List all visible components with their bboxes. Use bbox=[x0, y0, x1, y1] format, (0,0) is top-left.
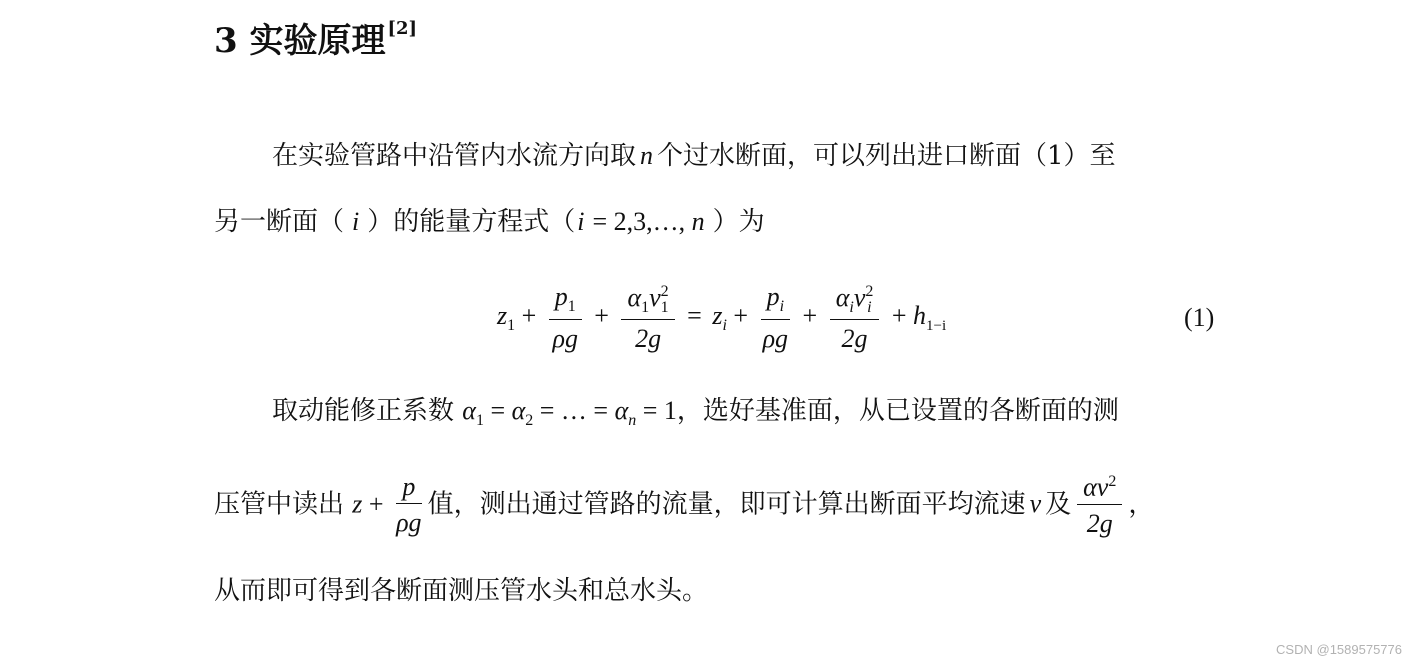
math-symbol-n: n bbox=[691, 207, 705, 236]
math-subscript: i bbox=[722, 317, 727, 335]
math-equals: = bbox=[687, 301, 702, 331]
fraction-kinetic-1 bbox=[621, 284, 674, 352]
math-operator: = 1 bbox=[636, 396, 677, 425]
math-denominator: 2g bbox=[1086, 508, 1113, 538]
math-denominator: 2g bbox=[635, 324, 662, 354]
math-superscript: 2 bbox=[660, 283, 669, 300]
math-var-v: v bbox=[1096, 472, 1109, 502]
math-superscript: 2 bbox=[1108, 473, 1117, 490]
math-symbol-n: n bbox=[640, 141, 654, 170]
math-denominator: 2g bbox=[841, 324, 868, 354]
paragraph-2-line-2 bbox=[214, 474, 1224, 537]
paragraph-text: ）的能量方程式（ bbox=[367, 207, 576, 237]
math-var-v: v bbox=[649, 282, 661, 312]
math-subscript: 1 bbox=[507, 317, 516, 335]
paragraph-text: ）为 bbox=[712, 207, 765, 237]
math-symbol-i: i bbox=[352, 207, 360, 236]
math-superscript: 2 bbox=[865, 283, 874, 300]
math-var-z: z bbox=[497, 301, 508, 331]
math-var-alpha: α bbox=[835, 282, 850, 312]
math-subscript: 1 bbox=[641, 299, 650, 317]
paragraph-text: 从而即可得到各断面测压管水头和总水头。 bbox=[214, 576, 709, 606]
paragraph-text: 另一断面（ bbox=[214, 207, 345, 237]
math-denominator: ρg bbox=[762, 323, 789, 353]
math-subscript: 1−i bbox=[926, 318, 947, 335]
paragraph-text: 及 bbox=[1045, 489, 1072, 520]
math-operator: + bbox=[521, 301, 537, 331]
paragraph-text: 个过水断面，可以列出进口断面（1）至 bbox=[657, 141, 1116, 171]
paragraph-1-line-1 bbox=[214, 140, 1224, 172]
math-subscript: 1 bbox=[660, 299, 669, 316]
math-var-alpha: α bbox=[1083, 472, 1097, 502]
math-operator: + bbox=[733, 301, 749, 331]
math-var-alpha: α bbox=[627, 282, 642, 312]
math-numerator: p bbox=[396, 474, 421, 504]
math-symbol-i: i bbox=[577, 207, 585, 236]
math-operator: + bbox=[891, 301, 907, 331]
math-var-v: v bbox=[1029, 489, 1042, 519]
fraction-pi-over-rhog bbox=[761, 284, 790, 351]
math-subscript: 1 bbox=[567, 298, 576, 316]
equation-number: (1) bbox=[1184, 303, 1215, 332]
math-var-p: p bbox=[766, 282, 780, 312]
math-var-alpha: α bbox=[511, 396, 526, 425]
math-denominator: ρg bbox=[552, 323, 579, 353]
math-var-v: v bbox=[853, 282, 866, 312]
paragraph-text: 压管中读出 bbox=[214, 489, 345, 520]
math-subscript: 1 bbox=[475, 412, 484, 430]
math-operator: + bbox=[802, 301, 818, 331]
fraction-alpha-v2-over-2g bbox=[1077, 474, 1122, 537]
math-var-alpha: α bbox=[462, 396, 476, 425]
math-operator: + bbox=[362, 489, 391, 519]
paragraph-text: ，选好基准面，从已设置的各断面的测 bbox=[676, 396, 1119, 426]
section-title bbox=[214, 18, 417, 62]
paragraph-2-line-1 bbox=[214, 395, 1224, 430]
paragraph-text: 取动能修正系数 bbox=[272, 396, 455, 426]
math-operator: + bbox=[594, 301, 609, 331]
paragraph-text: 值，测出通过管路的流量，即可计算出断面平均流速 bbox=[427, 489, 1026, 520]
citation-ref: [2] bbox=[387, 18, 418, 39]
math-subscript: n bbox=[628, 412, 637, 430]
fraction-p-over-rhog bbox=[396, 474, 421, 536]
paragraph-2-line-3 bbox=[214, 576, 1224, 607]
math-var-p: p bbox=[554, 282, 568, 312]
paragraph-text: ， bbox=[1128, 489, 1155, 520]
fraction-kinetic-i bbox=[830, 284, 880, 352]
watermark: CSDN @1589575776 bbox=[1276, 642, 1402, 657]
math-denominator: ρg bbox=[396, 508, 422, 538]
math-subscript: i bbox=[849, 299, 854, 317]
section-title-text: 3 实验原理 bbox=[214, 21, 386, 61]
math-var-z: z bbox=[352, 489, 363, 519]
math-var-alpha: α bbox=[614, 396, 629, 425]
equation-1 bbox=[497, 284, 946, 352]
fraction-p1-over-rhog bbox=[549, 284, 582, 351]
math-subscript: 2 bbox=[525, 412, 534, 430]
math-subscript: i bbox=[867, 299, 872, 316]
math-var-z: z bbox=[712, 301, 723, 331]
math-range: = 2,3,…, bbox=[592, 207, 692, 236]
paragraph-text: 在实验管路中沿管内水流方向取 bbox=[272, 141, 637, 171]
math-operator: = bbox=[483, 396, 512, 425]
math-operator: = … = bbox=[533, 396, 615, 425]
math-subscript: i bbox=[779, 298, 785, 316]
paragraph-1-line-2 bbox=[214, 206, 1224, 238]
math-var-h: h bbox=[913, 301, 927, 331]
